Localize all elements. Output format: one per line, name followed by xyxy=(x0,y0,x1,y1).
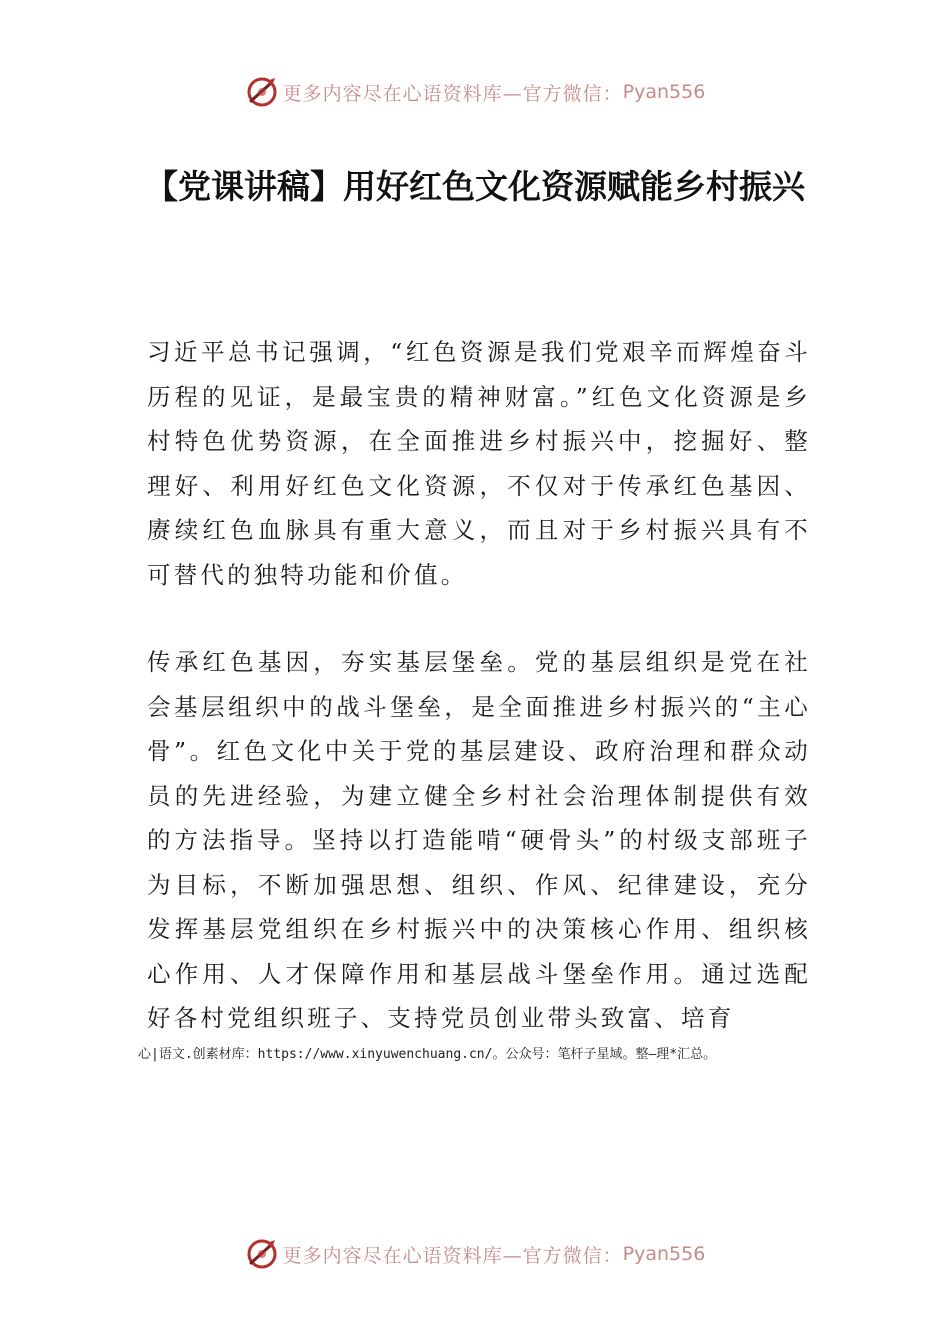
paragraph: 习近平总书记强调，“红色资源是我们党艰辛而辉煌奋斗历程的见证，是最宝贵的精神财富。”红色文化资源是乡村特色优势资源，在全面推进乡村振兴中，挖掘好、整理好、利用好红色文化资源，不仅对于传承红色基因、赓续红色血脉具有重大意义，而且对于乡村振兴具有不可替代的独特功能和价值。 xyxy=(147,338,811,589)
logo-icon xyxy=(245,75,279,109)
document-title: 【党课讲稿】用好红色文化资源赋能乡村振兴 xyxy=(145,167,805,206)
wechat-id: Pyan556 xyxy=(622,81,706,103)
footnote: 心|语文.创素材库：https://www.xinyuwenchuang.cn/。公众号：笔杆子星域。整—理*汇总。 xyxy=(138,1047,717,1062)
banner-text: 更多内容尽在心语资料库—官方微信： xyxy=(282,1244,623,1267)
footer-banner xyxy=(0,1234,950,1274)
logo-icon xyxy=(245,1237,279,1271)
paragraph: 传承红色基因，夯实基层堡垒。党的基层组织是党在社会基层组织中的战斗堡垒，是全面推进乡村振兴的“主心骨”。红色文化中关于党的基层建设、政府治理和群众动员的先进经验，为建立健全乡村社会治理体制提供有效的方法指导。坚持以打造能啃“硬骨头”的村级支部班子为目标，不断加强思想、组织、作风、纪律建设，充分发挥基层党组织在乡村振兴中的决策核心作用、组织核心作用、人才保障作用和基层战斗堡垒作用。通过选配好各村党组织班子、支持党员创业带头致富、培育 xyxy=(147,648,811,1032)
wechat-id: Pyan556 xyxy=(622,1243,706,1265)
banner-text: 更多内容尽在心语资料库—官方微信： xyxy=(282,82,623,105)
header-banner xyxy=(0,72,950,112)
